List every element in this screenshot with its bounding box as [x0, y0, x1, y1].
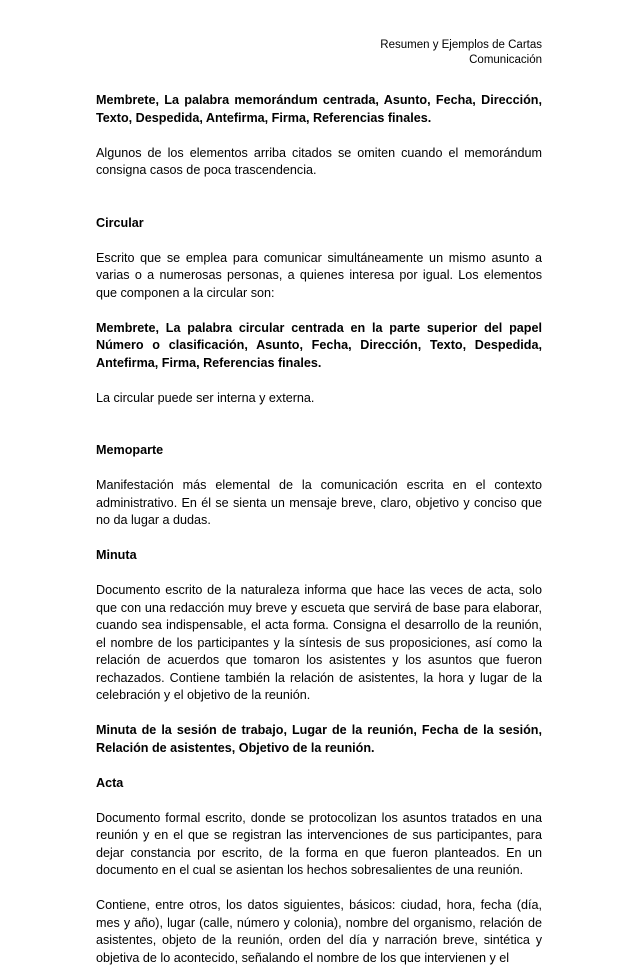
header-subtitle: Comunicación [469, 54, 542, 66]
acta-description: Documento formal escrito, donde se protocolizan los asuntos tratados en una reunión y en el que se registran las intervenciones de sus participantes, para dejar constancia por escrito, de la forma en que fueron planteados. En un documento en el cual se asientan los hechos sobresalientes de una reunión. [96, 810, 542, 877]
memo-elements-list: Membrete, La palabra memorándum centrada, Asunto, Fecha, Dirección, Texto, Despedida, Antefirma, Firma, Referencias finales. [96, 93, 542, 125]
circular-note: La circular puede ser interna y externa. [96, 390, 315, 405]
header-title: Resumen y Ejemplos de Cartas [380, 39, 542, 51]
minuta-elements-list: Minuta de la sesión de trabajo, Lugar de la reunión, Fecha de la sesión, Relación de asistentes, Objetivo de la reunión. [96, 723, 542, 755]
section-heading-memoparte: Memoparte [96, 443, 164, 457]
running-header [96, 38, 542, 68]
circular-description: Escrito que se emplea para comunicar simultáneamente un mismo asunto a varias o a numerosas personas, a quienes interesa por igual. Los elementos que componen a la circular son: [96, 250, 542, 300]
minuta-description: Documento escrito de la naturaleza informa que hace las veces de acta, solo que con una redacción muy breve y escueta que servirá de base para elaborar, cuando sea indispensable, el acta forma. Consigna el desarrollo de la reunión, el nombre de los participantes y la síntesis de sus proposiciones, así como la relación de acuerdos que tomaron los asistentes y los asuntos que fueron rechazados. Contiene también la relación de asistentes, la hora y lugar de la celebración y el objetivo de la reunión. [96, 583, 542, 702]
section-heading-acta: Acta [96, 775, 124, 790]
circular-elements-list: Membrete, La palabra circular centrada en la parte superior del papel Número o clasificación, Asunto, Fecha, Dirección, Texto, Despedida, Antefirma, Firma, Referencias finales. [96, 320, 542, 370]
section-heading-minuta: Minuta [96, 548, 137, 562]
section-heading-circular: Circular [96, 215, 144, 230]
memoparte-description: Manifestación más elemental de la comunicación escrita en el contexto administrativo. En él se sienta un mensaje breve, claro, objetivo y conciso que no da lugar a dudas. [96, 478, 542, 527]
acta-contents: Contiene, entre otros, los datos siguientes, básicos: ciudad, hora, fecha (día, mes y año), lugar (calle, número y colonia), nombre del organismo, relación de asistentes, objeto de la reunión, orden del día y narración breve, sintética y objetiva de lo acontecido, señalando el nombre de los que intervienen y el [96, 898, 542, 965]
memo-note: Algunos de los elementos arriba citados se omiten cuando el memorándum consigna casos de poca trascendencia. [96, 145, 542, 177]
